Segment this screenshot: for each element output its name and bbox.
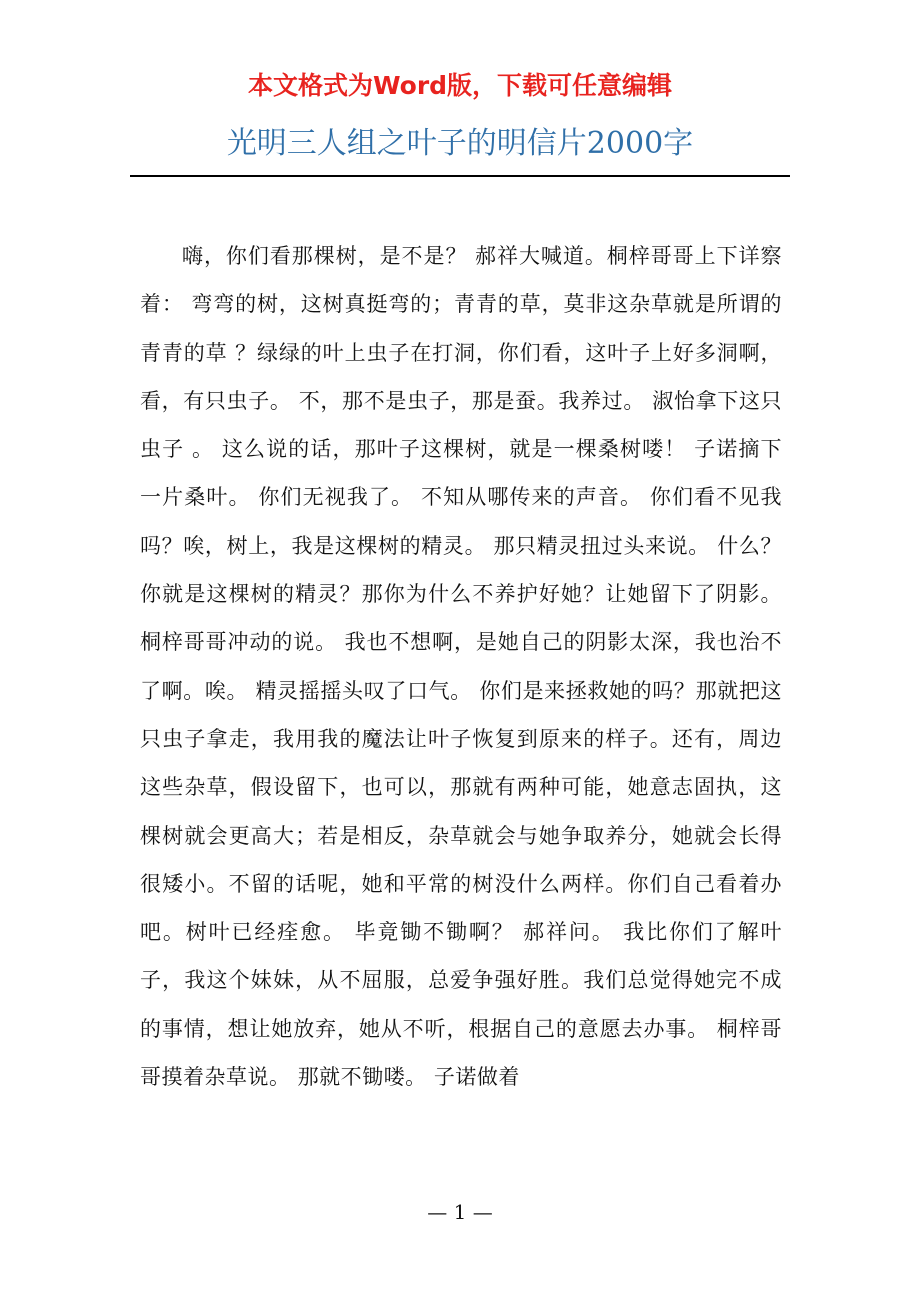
document-title: 光明三人组之叶子的明信片2000字: [226, 126, 694, 161]
title-divider: [130, 175, 790, 177]
body-paragraph: 嗨，你们看那棵树，是不是？ 郝祥大喊道。桐梓哥哥上下详察着： 弯弯的树，这树真挺弯的；青青的草，莫非这杂草就是所谓的 青青的草 ？绿绿的叶上虫子在打洞，你们看，这叶子上好多洞啊，看，有只虫子。 不，那不是虫子，那是蚕。我养过。 淑怡拿下这只 虫子 。 这么说的话，那叶子这棵树，就是一棵桑树喽！ 子诺摘下一片桑叶。 你们无视我了。 不知从哪传来的声音。 你们看不见我吗？唉，树上，我是这棵树的精灵。 那只精灵扭过头来说。 什么？你就是这棵树的精灵？那你为什么不养护好她？让她留下了阴影。 桐梓哥哥冲动的说。 我也不想啊，是她自己的阴影太深，我也治不了啊。唉。 精灵摇摇头叹了口气。 你们是来拯救她的吗？那就把这只虫子拿走，我用我的魔法让叶子恢复到原来的样子。还有，周边这些杂草，假设留下，也可以，那就有两种可能，她意志固执，这棵树就会更高大；若是相反，杂草就会与她争取养分，她就会长得很矮小。不留的话呢，她和平常的树没什么两样。你们自己看着办吧。树叶已经痊愈。 毕竟锄不锄啊？ 郝祥问。 我比你们了解叶子，我这个妹妹，从不屈服，总爱争强好胜。我们总觉得她完不成的事情，想让她放弃，她从不听，根据自己的意愿去办事。 桐梓哥哥摸着杂草说。 那就不锄喽。 子诺做着: [140, 244, 782, 1090]
format-notice-banner: 本文格式为Word版，下载可任意编辑: [247, 71, 673, 100]
page-number: — 1 —: [427, 1200, 493, 1224]
